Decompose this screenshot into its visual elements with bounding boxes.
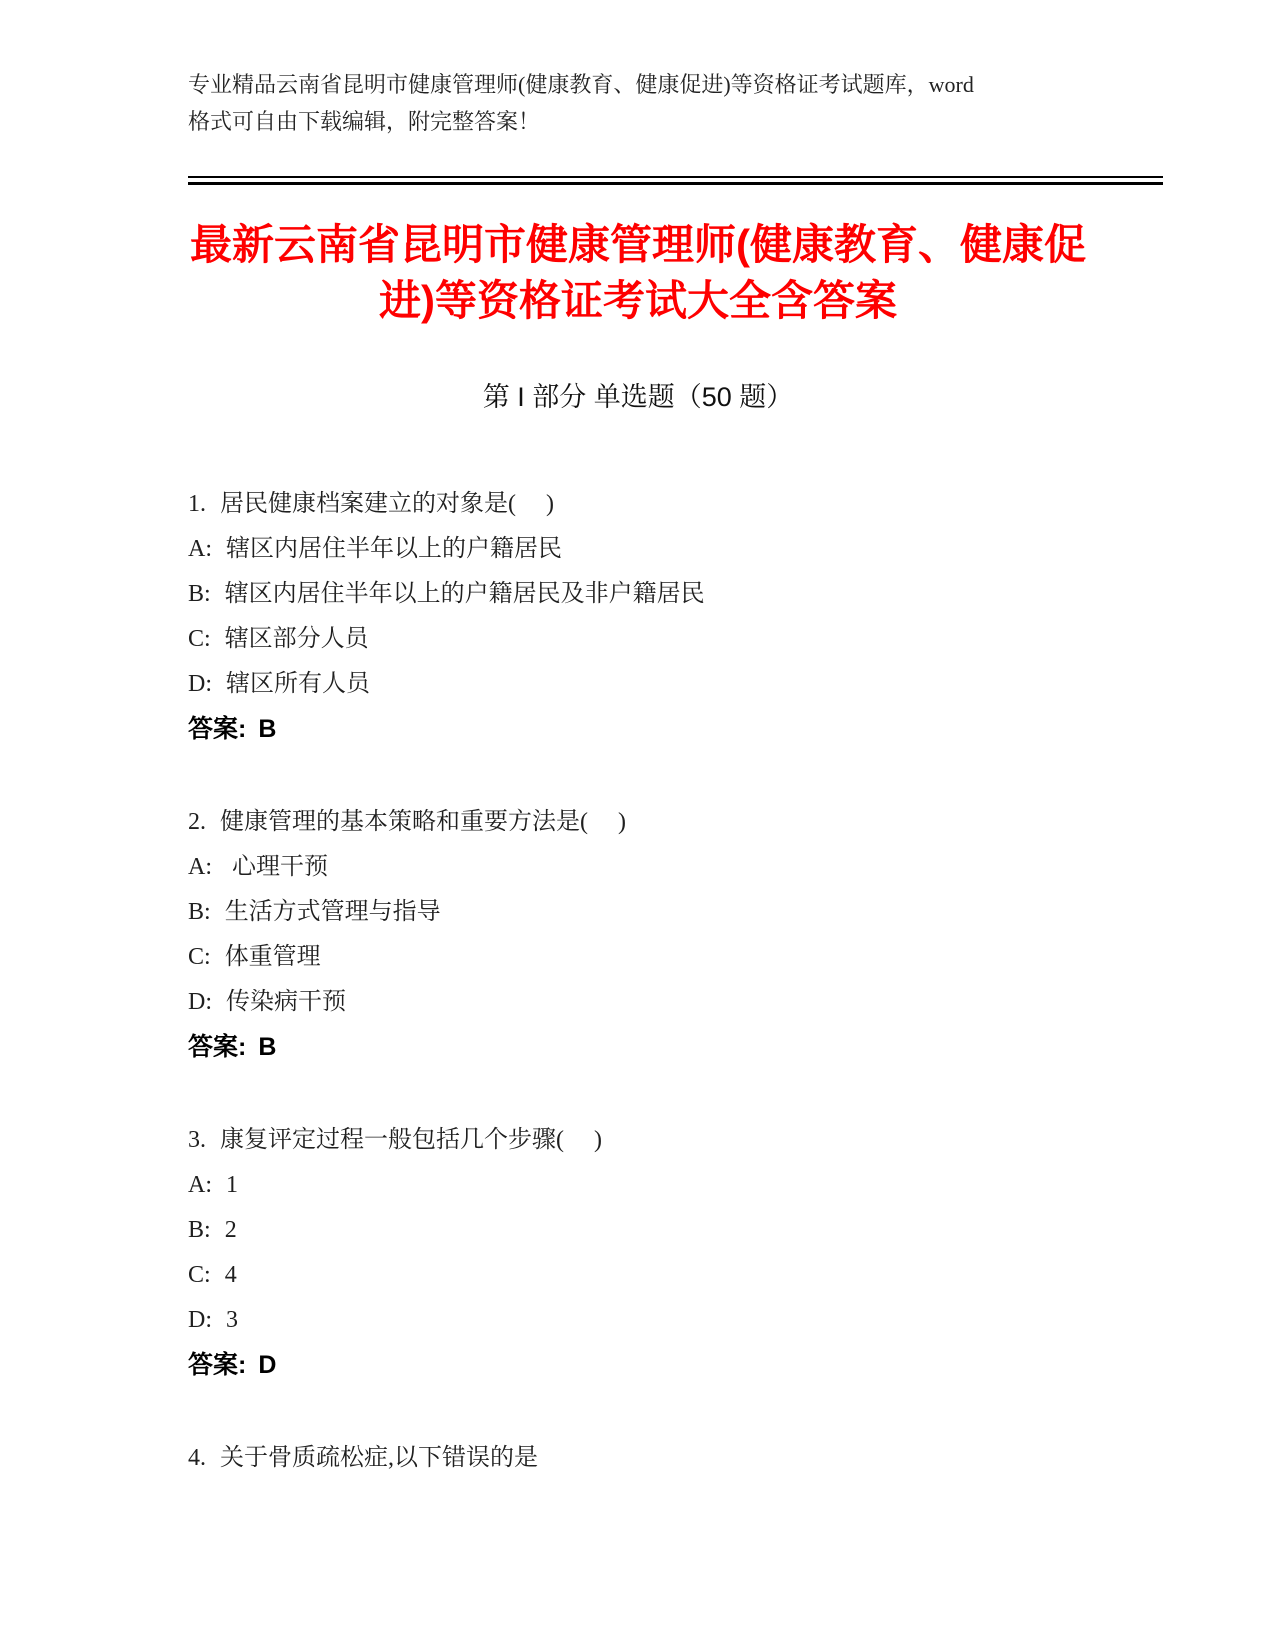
document-body <box>188 217 1088 1474</box>
section-heading: 第 I 部分 单选题（50 题） <box>482 382 794 412</box>
option-line-d <box>188 987 1088 1018</box>
question-block-1 <box>188 489 1088 745</box>
option-text: 辖区部分人员 <box>224 626 369 652</box>
header-disclaimer-line-1: 专业精品云南省昆明市健康管理师(健康教育、健康促进)等资格证考试题库，word <box>188 72 974 97</box>
option-text: 辖区内居住半年以上的户籍居民及非户籍居民 <box>224 581 705 607</box>
option-line-b <box>188 897 1088 928</box>
option-text: 生活方式管理与指导 <box>224 899 441 925</box>
question-text: 健康管理的基本策略和重要方法是( ) <box>220 809 626 835</box>
question-line <box>188 1125 1088 1156</box>
option-label: A: <box>188 854 212 880</box>
option-label: B: <box>188 899 211 925</box>
option-label: B: <box>188 581 211 607</box>
option-text: 4 <box>224 1262 237 1288</box>
option-line-d <box>188 1305 1088 1336</box>
answer-value: B <box>258 1033 277 1061</box>
answer-label: 答案: <box>188 715 247 743</box>
option-line-a <box>188 1170 1088 1201</box>
option-text: 1 <box>226 1172 238 1198</box>
option-line-b <box>188 1215 1088 1246</box>
page-header <box>188 66 1163 185</box>
option-text: 辖区内居住半年以上的户籍居民 <box>226 536 562 562</box>
header-divider-rule <box>188 176 1163 185</box>
question-number: 4. <box>188 1445 206 1471</box>
question-block-3 <box>188 1125 1088 1381</box>
option-label: D: <box>188 1307 212 1333</box>
option-label: B: <box>188 1217 211 1243</box>
answer-label: 答案: <box>188 1351 247 1379</box>
option-text: 2 <box>224 1217 237 1243</box>
question-list <box>188 489 1088 1474</box>
option-label: D: <box>188 989 212 1015</box>
option-text: 心理干预 <box>226 854 328 880</box>
answer-value: B <box>258 715 277 743</box>
question-number: 2. <box>188 809 206 835</box>
question-text: 关于骨质疏松症,以下错误的是 <box>220 1445 538 1471</box>
answer-label: 答案: <box>188 1033 247 1061</box>
header-disclaimer-line-2: 格式可自由下载编辑，附完整答案！ <box>188 109 541 134</box>
question-block-2 <box>188 807 1088 1063</box>
option-label: A: <box>188 536 212 562</box>
option-label: C: <box>188 626 211 652</box>
question-block-4 <box>188 1443 1088 1474</box>
question-line <box>188 807 1088 838</box>
option-label: A: <box>188 1172 212 1198</box>
question-line <box>188 489 1088 520</box>
question-number: 1. <box>188 491 206 517</box>
option-label: C: <box>188 1262 211 1288</box>
option-label: C: <box>188 944 211 970</box>
answer-line <box>188 714 1088 745</box>
option-line-a <box>188 534 1088 565</box>
option-line-d <box>188 669 1088 700</box>
answer-line <box>188 1350 1088 1381</box>
option-line-b <box>188 579 1088 610</box>
answer-line <box>188 1032 1088 1063</box>
question-text: 康复评定过程一般包括几个步骤( ) <box>220 1127 602 1153</box>
answer-value: D <box>258 1351 277 1379</box>
document-title: 最新云南省昆明市健康管理师(健康教育、健康促进)等资格证考试大全含答案 <box>190 221 1086 324</box>
option-text: 体重管理 <box>224 944 321 970</box>
option-text: 传染病干预 <box>226 989 346 1015</box>
option-line-a <box>188 852 1088 883</box>
question-number: 3. <box>188 1127 206 1153</box>
option-line-c <box>188 942 1088 973</box>
option-line-c <box>188 1260 1088 1291</box>
option-line-c <box>188 624 1088 655</box>
question-line <box>188 1443 1088 1474</box>
option-label: D: <box>188 671 212 697</box>
option-text: 辖区所有人员 <box>226 671 370 697</box>
question-text: 居民健康档案建立的对象是( ) <box>220 491 554 517</box>
option-text: 3 <box>226 1307 238 1333</box>
